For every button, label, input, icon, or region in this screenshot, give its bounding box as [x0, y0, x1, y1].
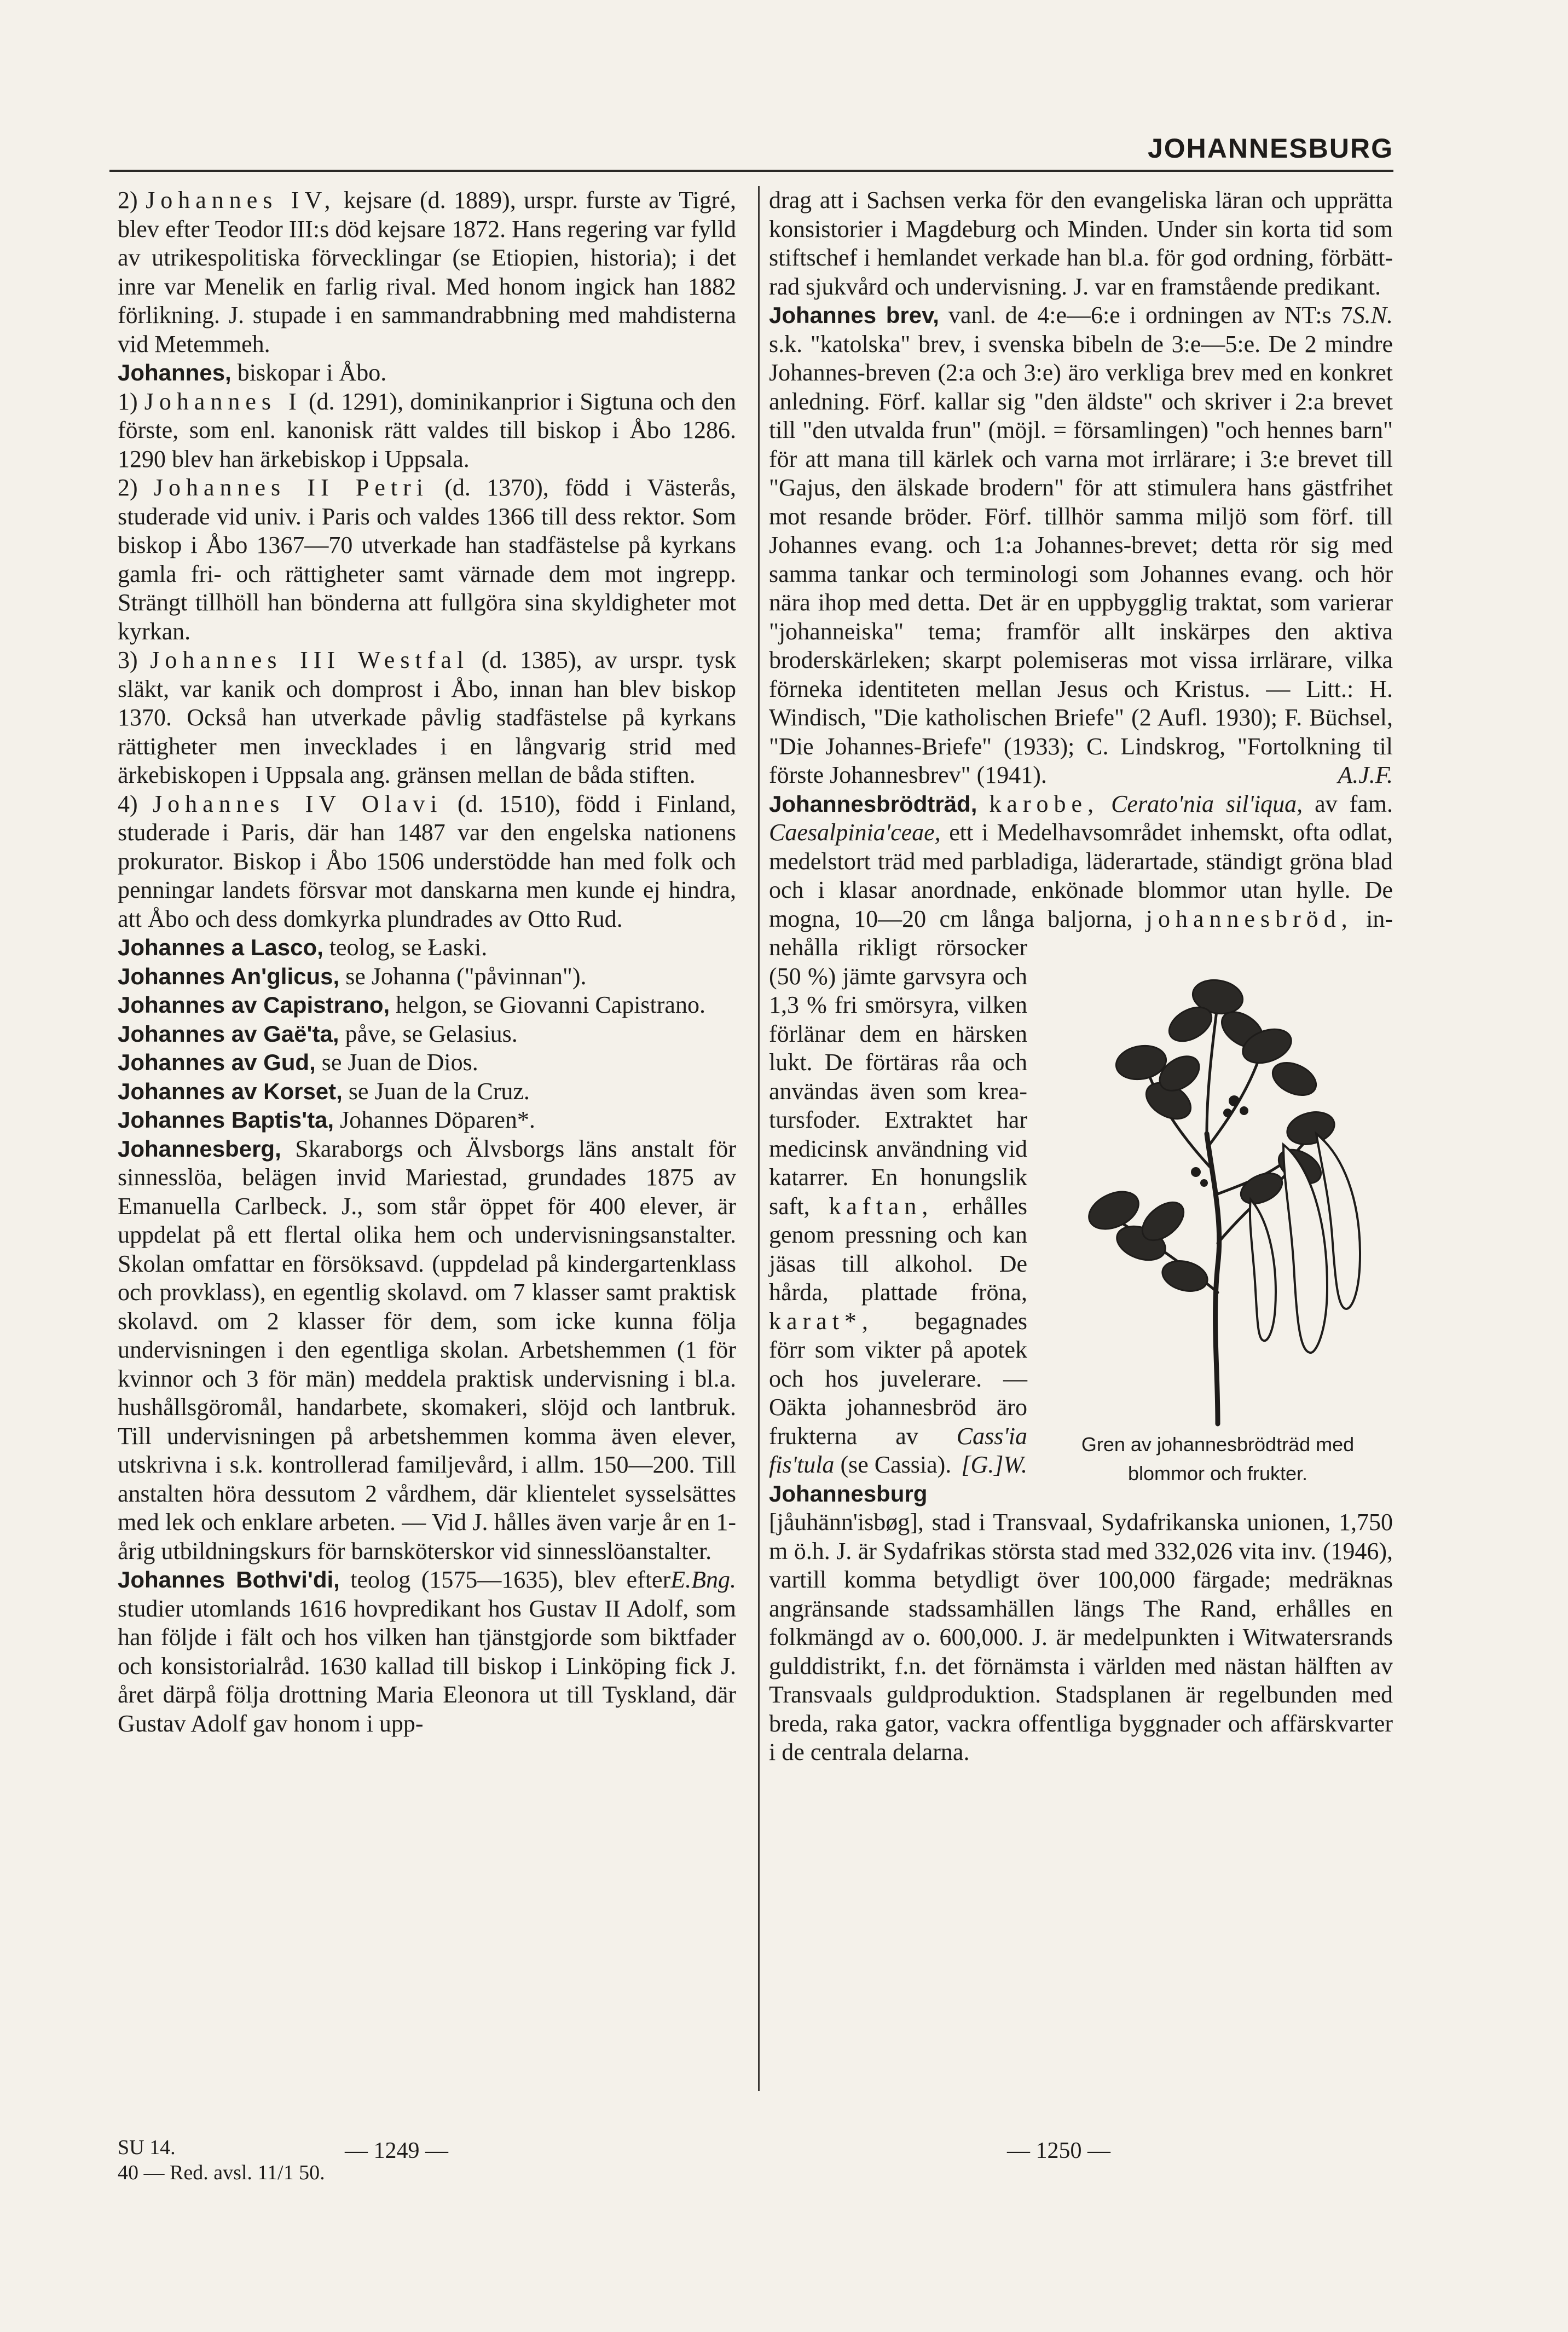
headword: Johannesbrödträd, — [769, 790, 977, 817]
author-signature: S.N. — [1352, 302, 1393, 328]
headword: Johannes, — [118, 360, 232, 385]
entry-subname: Johannes IV Olavi — [153, 790, 443, 817]
headword: Johannes av Gud, — [118, 1049, 316, 1075]
entry-johannes-ii-petri: 2) Johannes II Petri (d. 1370), född i Västerås, studerade vid univ. i Paris och valdes 1366 till dess rektor. Som biskop i Åbo 1367—70 utverkade han stadfästelse på kyrkans gamla fri- och rättigheter samt värnade dem mot ingrepp. Strängt tillhöll han bönderna att fullgöra sina skyldigheter mot kyrkan. — [118, 474, 736, 645]
author-signature: A.J.F. — [1338, 761, 1393, 788]
entry-subname: Johannes III Westfal — [150, 647, 470, 673]
headword: Johannes av Korset, — [118, 1078, 343, 1104]
entry-johannes-iv-emperor: 2) Johannes IV, kejsare (d. 1889), urspr. furste av Tigré, blev efter Teodor III:s död kejsare 1872. Hans regering var fylld av utrikespolitiska förvecklingar (se Etiopien, historia); i det inre var Menelik en farlig rival. Med honom ingick han 1882 förlikning. J. stupade i en sammandrabbning med mahdisterna vid Metemmeh. — [118, 187, 737, 357]
entry-johannes-iii-westfal: 3) Johannes III Westfal (d. 1385), av urspr. tysk släkt, var kanik och domprost i Åbo, innan han blev biskop 1370. Också han utverkade påvlig stadfästelse på kyrkans rättigheter men invecklades i en långvarig strid med ärkebiskopen i Uppsala ang. gränsen mellan de båda stiften. — [118, 647, 737, 788]
headword: Johannes a Lasco, — [118, 934, 323, 960]
headword: Johannes brev, — [769, 302, 939, 328]
entry-johannes-iv-olavi: 4) Johannes IV Olavi (d. 1510), född i Finland, studerade i Paris, där han 1487 var den engelska nationens prokurator. Biskop i Åbo 1506 understödde han med folk och penningar landets försvar mot danskarna men kunde ej hindra, att Åbo och dess domkyrka plundrades av Otto Rud. — [118, 790, 736, 932]
footer-su: SU 14. — [118, 2136, 176, 2159]
headword: Johannes Bothvi'di, — [118, 1567, 340, 1592]
entry-johannes-av-capistrano: Johannes av Capistrano, helgon, se Giovanni Capistrano. — [118, 991, 705, 1018]
entry-johannesbrodtrad: Johannesbrödträd, karobe, Cerato'nia sil'iqua, av fam. Caesalpinia'ceae, ett i Medelhavsområdet inhemskt, ofta odlat, medelstort träd med parbladiga, läderartade, ständigt gröna blad och i klasar anordnade, enkönade blommor utan hylle. De mogna, 10—20 cm långa baljorna, Gren av johannesbrödträd med blommor och frukter. johannesbröd, innehålla rikligt rörsocker (50 %) jämte garvsyra och 1,3 % fri smörsyra, vilken förlänar dem en härsken lukt. De förtäras råa och användas även som kreatursfoder. Extraktet har medicinsk användning vid katarrer. En honungslik saft, kaftan, erhålles genom pressning och kan jäsas till alkohol. De hårda, plattade fröna, karat*, begagnades förr som vikter på apotek och hos juvelerare. — Oäkta johannesbröd äro frukterna av Cass'ia fis'tula (se Cassia). [G.]W. — [769, 790, 1393, 1480]
author-signature: [G.]W. — [961, 1451, 1027, 1478]
entry-johannes-brev: Johannes brev, vanl. de 4:e—6:e i ordningen av NT:s 7 s.k. "katolska" brev, i svenska bibeln de 3:e—5:e. De 2 mindre Johannes-breven (2:a och 3:e) äro verkliga brev med en konkret anledning. Förf. kallar sig "den äldste" och skriver i 2:a brevet till "den utvalda frun" (möjl. = församlingen) "och hennes barn" för att mana till kärlek och varna mot irrlärare; i 3:e brevet till "Gajus, den älskade brodern" för att stimulera hans gästfrihet mot resande bröder. Förf. tillhör samma miljö som förf. till Johannes evang. och 1:a Johannes-brevet; detta rör sig med samma tankar och terminologi som Johannes evang. och hör nära ihop med detta. Det är en uppbygglig traktat, som varierar "johanneiska" tema; framför allt inskärpes den aktiva broderskärleken; skarpt polemiseras mot vissa irrlärare, vilka förneka identiteten mellan Jesus och Kristus. — Litt.: H. Windisch, "Die katholischen Briefe" (2 Aufl. 1930); F. Büchsel, "Die Johannes-Briefe" (1933); C. Lindskrog, "Fortolkning til förste Johannesbrev" (1941). A.J.F. — [769, 301, 1393, 790]
right-column — [769, 186, 1393, 1767]
running-head: JOHANNESBURG — [1147, 133, 1393, 164]
page-number-left: — 1249 — — [345, 2138, 448, 2163]
entry-johannesburg: Johannesburg [jåuhänn'isbøg], stad i Transvaal, Sydafrikanska unionen, 1,750 m ö.h. J. är Sydafrikas största stad med 332,026 vita inv. (1946), vartill komma betydligt över 100,000 färgade; medräknas angränsande stadssamhällen längs The Rand, erhålles en folkmängd av o. 600,000. J. är medelpunkten i Witwatersrands gulddistrikt, f.n. det förnämsta i världen med nästan hälften av Transvaals guldproduktion. Stadsplanen är regelbunden med breda, raka gator, vackra offentliga byggnader och affärskvarter i de centrala delarna. — [769, 1480, 1393, 1765]
entry-johannes-a-lasco: Johannes a Lasco, teolog, se Łaski. — [118, 934, 488, 961]
entry-johannes-i: 1) Johannes I (d. 1291), dominikanprior i Sigtuna och den förste, som enl. kanonisk rätt valdes till biskop i Åbo 1286. 1290 blev han ärkebiskop i Uppsala. — [118, 388, 737, 472]
headword: Johannes av Capistrano, — [118, 992, 390, 1018]
headword: Johannes Baptis'ta, — [118, 1107, 334, 1133]
footer-redaction-date: 40 — Red. avsl. 11/1 50. — [118, 2161, 325, 2184]
headword: Johannes av Gaë'ta, — [118, 1020, 339, 1047]
entry-subname: Johannes I — [144, 388, 302, 415]
entry-johannes-av-gud: Johannes av Gud, se Juan de Dios. — [118, 1049, 478, 1076]
entry-johannes-bothvidi: Johannes Bothvi'di, teolog (1575—1635), blev efter studier utomlands 1616 hovpredikant hos Gustav II Adolf, som han följde i fält och hos vilken han tjänstgjorde som biktfader och konsistorialråd. 1630 kallad till biskop i Linköping fick J. året därpå följa drottning Maria Eleonora ut till Tyskland, där Gustav Adolf gav honom i upp- — [118, 1566, 736, 1737]
entry-johannes-bishops: Johannes, biskopar i Åbo. — [118, 359, 387, 386]
column-divider — [758, 186, 760, 2091]
carob-branch-figure — [1043, 937, 1393, 1487]
entry-subname: Johannes IV, — [146, 187, 336, 213]
headword: Johannes An'glicus, — [118, 963, 340, 989]
entry-bothvidi-continued: drag att i Sachsen verka för den evangeliska läran och upprätta konsistorier i Magdeburg och Minden. Under sin korta tid som stiftschef i hemlandet verkade han bl.a. för god ordning, förbättrad sjukvård och undervisning. J. var en framstående predikant. S.N. — [769, 186, 1393, 301]
entry-johannes-av-korset: Johannes av Korset, se Juan de la Cruz. — [118, 1077, 530, 1105]
headword: Johannesburg — [769, 1480, 928, 1506]
left-column — [118, 186, 736, 1738]
entry-johannes-anglicus: Johannes An'glicus, se Johanna ("påvinnan"). — [118, 962, 587, 990]
headword: Johannesberg, — [118, 1135, 281, 1162]
page-header — [109, 125, 1393, 172]
carob-branch-illustration — [1054, 937, 1382, 1429]
entry-subname: Johannes II Petri — [153, 474, 429, 501]
entry-johannesberg: Johannesberg, Skaraborgs och Älvsborgs läns anstalt för sinnesslöa, belägen invid Mariestad, grundades 1875 av Emanuella Carlbeck. J., som står öppet för 400 elever, är uppdelat på ett flertal olika hem och undervisningsanstalter. Skolan omfattar en försöksavd. (uppdelad på kindergartenklass och provklass), en egentlig skolavd. om 7 klasser samt praktisk skolavd. om 2 klasser för dem, som icke kunna följa undervisningen i den egentliga skolan. Arbetshemmen (1 för kvinnor och 3 för män) meddela praktisk undervisning i bl.a. hushållsgöromål, handarbete, skomakeri, slöjd och lantbruk. Till undervisningen på arbetshemmen komma även elever, utskrivna i s.k. kontrollerad familjevård, i allm. 150—200. Till anstalten höra dessutom 2 vårdhem, där klientelet sysselsättes med lek och enklare arbeten. — Vid J. hålles även varje år en 1-årig utbildningskurs för barnsköterskor vid sinnesslöanstalter. E.Bng. — [118, 1135, 736, 1566]
figure-caption: Gren av johannesbrödträd med blommor och frukter. — [1081, 1433, 1355, 1485]
entry-johannes-baptista: Johannes Baptis'ta, Johannes Döparen*. — [118, 1106, 535, 1133]
author-signature: E.Bng. — [670, 1566, 736, 1593]
footer-signature — [118, 2135, 325, 2185]
entry-johannes-av-gaeta: Johannes av Gaë'ta, påve, se Gelasius. — [118, 1020, 518, 1047]
page-number-right: — 1250 — — [1007, 2138, 1110, 2163]
